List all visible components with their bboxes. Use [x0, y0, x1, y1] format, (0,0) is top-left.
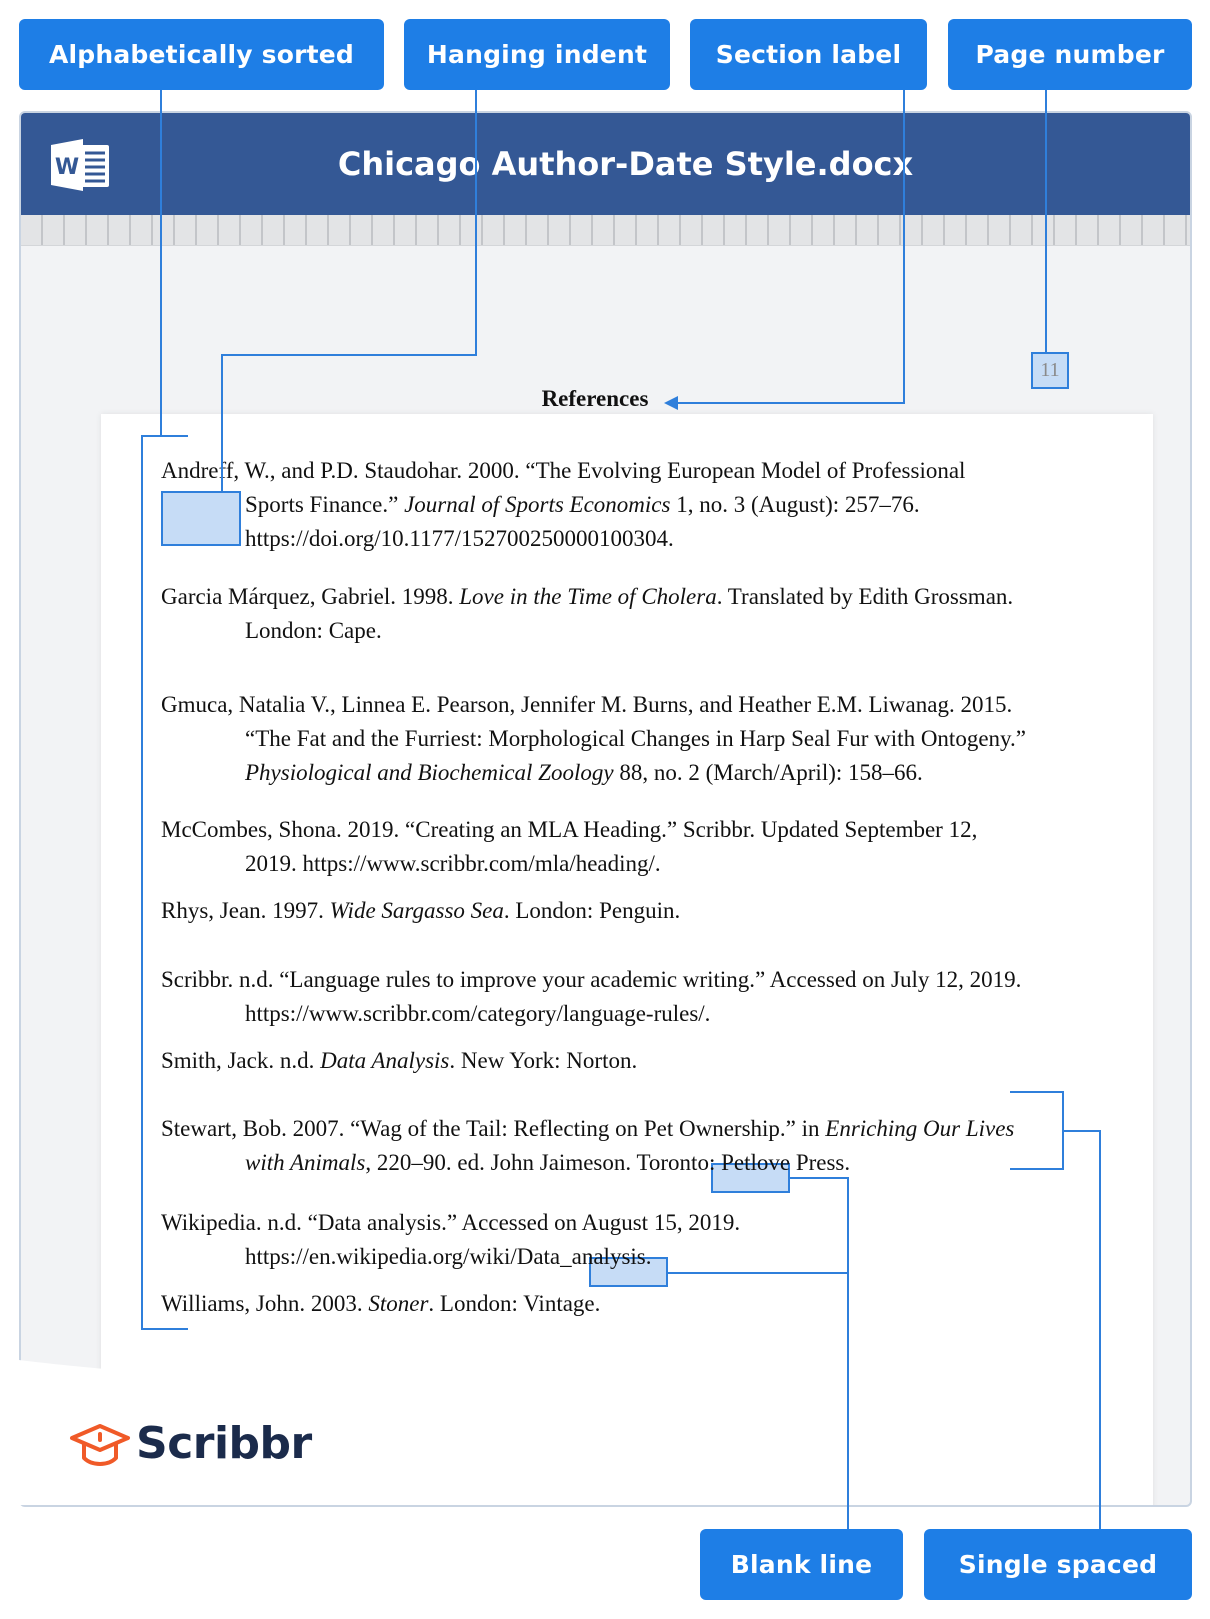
entry-title: with Animals: [245, 1150, 366, 1175]
entry-text: 1, no. 3 (August): 257–76.: [670, 492, 920, 517]
entry-text: https://en.wikipedia.org/wiki/Data_analysis.: [245, 1244, 652, 1269]
entry-text: Wikipedia. n.d. “Data analysis.” Accessed on August 15, 2019.: [161, 1210, 741, 1235]
entry-text: Rhys, Jean. 1997.: [161, 898, 330, 923]
entry-text: https://www.scribbr.com/category/language-rules/.: [245, 1001, 711, 1026]
entry-title: Wide Sargasso Sea: [329, 898, 504, 923]
section-heading: References: [541, 386, 649, 411]
entry-text: Stewart, Bob. 2007. “Wag of the Tail: Reflecting on Pet Ownership.” in: [161, 1116, 826, 1141]
entry-text: https://doi.org/10.1177/152700250000100304.: [245, 526, 674, 551]
label-single-spaced: Single spaced: [924, 1529, 1192, 1600]
entry-text: “The Fat and the Furriest: Morphological Changes in Harp Seal Fur with Ontogeny.”: [245, 726, 1026, 751]
entry-title: Love in the Time of Cholera: [459, 584, 717, 609]
entry-title: Physiological and Biochemical Zoology: [245, 760, 614, 785]
scribbr-logo: Scribbr: [136, 1418, 312, 1469]
label-section-label: Section label: [690, 19, 927, 90]
document-title: Chicago Author-Date Style.docx: [337, 145, 914, 183]
entry-text: . Translated by Edith Grossman.: [716, 584, 1014, 609]
entry-text: Sports Finance.”: [245, 492, 405, 517]
entry-text: Gmuca, Natalia V., Linnea E. Pearson, Jennifer M. Burns, and Heather E.M. Liwanag. 2015.: [161, 692, 1013, 717]
label-alphabetically-sorted: Alphabetically sorted: [19, 19, 384, 90]
entry-text: Williams, John. 2003.: [161, 1291, 369, 1316]
entry-text: . London: Vintage.: [428, 1291, 601, 1316]
entry-text: . London: Penguin.: [503, 898, 681, 923]
entry-title: Journal of Sports Economics: [404, 492, 671, 517]
entry-text: Andreff, W., and P.D. Staudohar. 2000. “The Evolving European Model of Professional: [161, 458, 966, 483]
entry-text: 2019. https://www.scribbr.com/mla/heading/.: [245, 851, 661, 876]
entry-text: McCombes, Shona. 2019. “Creating an MLA Heading.” Scribbr. Updated September 12,: [161, 817, 978, 842]
page-number: 11: [1031, 352, 1069, 389]
entry-text: 88, no. 2 (March/April): 158–66.: [613, 760, 923, 785]
entry-text: Smith, Jack. n.d.: [161, 1048, 321, 1073]
entry-text: London: Cape.: [245, 618, 382, 643]
svg-text:W: W: [54, 155, 80, 180]
entry-text: Garcia Márquez, Gabriel. 1998.: [161, 584, 460, 609]
entry-text: Scribbr. n.d. “Language rules to improve your academic writing.” Accessed on July 12, 2019.: [161, 967, 1022, 992]
label-hanging-indent: Hanging indent: [404, 19, 670, 90]
label-blank-line: Blank line: [700, 1529, 903, 1600]
entry-text: . New York: Norton.: [449, 1048, 638, 1073]
scribbr-cap-icon: [68, 1420, 132, 1472]
entry-text: , 220–90. ed. John Jaimeson. Toronto: Petlove Press.: [365, 1150, 851, 1175]
entry-title: Data Analysis: [320, 1048, 450, 1073]
entry-title: Stoner: [368, 1291, 429, 1316]
label-page-number: Page number: [948, 19, 1192, 90]
entry-title: Enriching Our Lives: [825, 1116, 1015, 1141]
